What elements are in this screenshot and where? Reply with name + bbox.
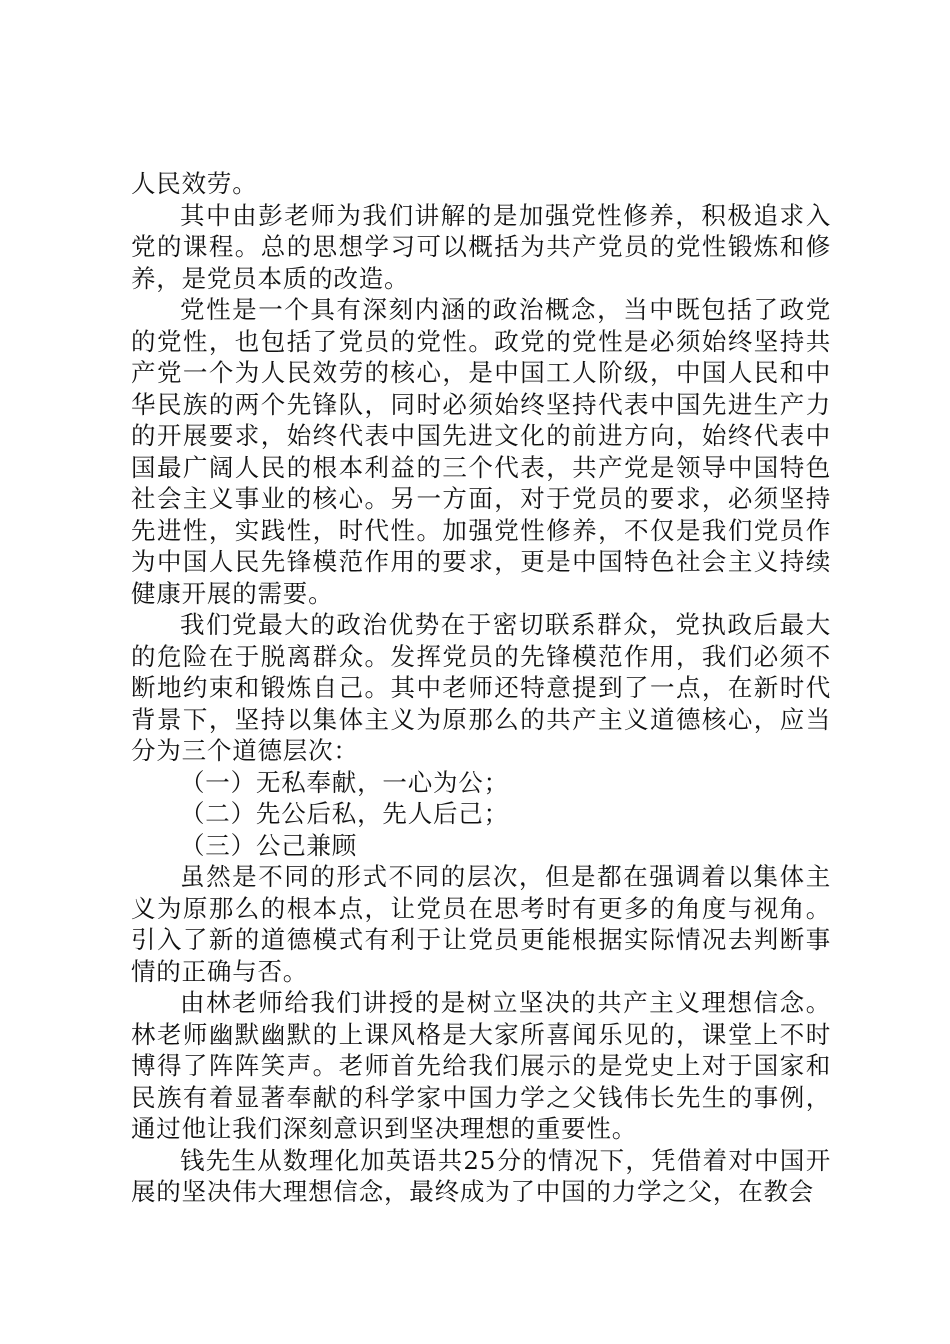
list-item: （一）无私奉献，一心为公；: [180, 767, 509, 797]
list-item: （三）公己兼顾: [180, 830, 358, 860]
list-item: （二）先公后私，先人后己；: [180, 799, 509, 828]
paragraph: 其中由彭老师为我们讲解的是加强党性修养，积极追求入党的课程。总的思想学习可以概括为共产党员的党性锻炼和修养，是党员本质的改造。: [131, 200, 831, 293]
document-body: [131, 168, 831, 1208]
paragraph: 党性是一个具有深刻内涵的政治概念，当中既包括了政党的党性，也包括了党员的党性。政党的党性是必须始终坚持共产党一个为人民效劳的核心，是中国工人阶级，中国人民和中华民族的两个先锋队，同时必须始终坚持代表中国先进生产力的开展要求，始终代表中国先进文化的前进方向，始终代表中国最广阔人民的根本利益的三个代表，共产党是领导中国特色社会主义事业的核心。另一方面，对于党员的要求，必须坚持先进性，实践性，时代性。加强党性修养，不仅是我们党员作为中国人民先锋模范作用的要求，更是中国特色社会主义持续健康开展的需要。: [131, 295, 831, 608]
paragraph: 钱先生从数理化加英语共25分的情况下，凭借着对中国开展的坚决伟大理想信念，最终成为了中国的力学之父，在教会: [131, 1145, 831, 1206]
paragraph: 虽然是不同的形式不同的层次，但是都在强调着以集体主义为原那么的根本点，让党员在思考时有更多的角度与视角。引入了新的道德模式有利于让党员更能根据实际情况去判断事情的正确与否。: [131, 862, 831, 986]
paragraph: 人民效劳。: [131, 169, 258, 198]
paragraph: 我们党最大的政治优势在于密切联系群众，党执政后最大的危险在于脱离群众。发挥党员的先锋模范作用，我们必须不断地约束和锻炼自己。其中老师还特意提到了一点，在新时代背景下，坚持以集体主义为原那么的共产主义道德核心，应当分为三个道德层次：: [131, 610, 831, 765]
paragraph: 由林老师给我们讲授的是树立坚决的共产主义理想信念。林老师幽默幽默的上课风格是大家所喜闻乐见的，课堂上不时博得了阵阵笑声。老师首先给我们展示的是党史上对于国家和民族有着显著奉献的科学家中国力学之父钱伟长先生的事例，通过他让我们深刻意识到坚决理想的重要性。: [131, 988, 831, 1143]
